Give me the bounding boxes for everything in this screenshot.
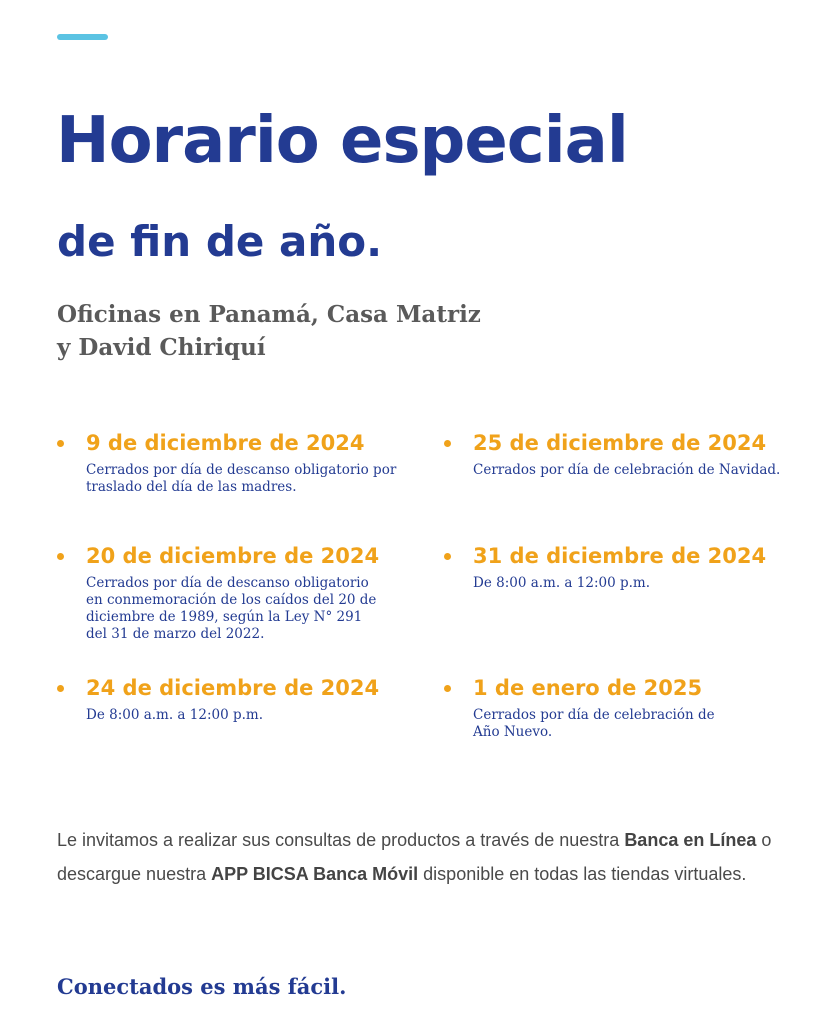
schedule-date-text: 31 de diciembre de 2024 xyxy=(473,544,767,568)
banca-en-linea-link: Banca en Línea xyxy=(624,830,757,850)
page-title: Horario especial xyxy=(56,104,628,178)
bullet-icon xyxy=(444,553,451,560)
schedule-date-text: 24 de diciembre de 2024 xyxy=(86,676,380,700)
tagline: Conectados es más fácil. xyxy=(57,974,347,999)
schedule-date xyxy=(57,428,402,458)
app-name: APP BICSA Banca Móvil xyxy=(211,864,419,884)
page-subtitle: de fin de año. xyxy=(57,217,383,266)
schedule-date-text: 25 de diciembre de 2024 xyxy=(473,431,767,455)
schedule-description: Cerrados por día de celebración de Navidad. xyxy=(473,462,781,478)
invite-text-1: Le invitamos a realizar sus consultas de productos a través de nuestra xyxy=(57,830,625,850)
schedule-item xyxy=(444,428,804,479)
schedule-date xyxy=(444,428,804,458)
offices-line-1: Oficinas en Panamá, Casa Matriz xyxy=(57,301,481,328)
bullet-icon xyxy=(444,440,451,447)
bullet-icon xyxy=(57,685,64,692)
schedule-item xyxy=(57,428,402,496)
bullet-icon xyxy=(57,553,64,560)
schedule-description: Cerrados por día de celebración de Año Nuevo. xyxy=(473,707,715,740)
accent-bar xyxy=(57,34,108,40)
schedule-description: Cerrados por día de descanso obligatorio en conmemoración de los caídos del 20 de diciembre de 1989, según la Ley N° 291 del 31 de marzo del 2022. xyxy=(86,575,377,642)
schedule-description: De 8:00 a.m. a 12:00 p.m. xyxy=(86,707,263,723)
schedule-date-text: 9 de diciembre de 2024 xyxy=(86,431,365,455)
bullet-icon xyxy=(444,685,451,692)
schedule-date-text: 20 de diciembre de 2024 xyxy=(86,544,380,568)
invite-paragraph xyxy=(57,823,777,891)
schedule-date-text: 1 de enero de 2025 xyxy=(473,676,703,700)
schedule-date xyxy=(57,541,380,571)
schedule-description: De 8:00 a.m. a 12:00 p.m. xyxy=(473,575,650,591)
schedule-item xyxy=(444,541,804,592)
schedule-date xyxy=(444,673,744,703)
schedule-item xyxy=(444,673,744,741)
invite-text-3: disponible en todas las tiendas virtuales. xyxy=(418,864,747,884)
offices-line-2: y David Chiriquí xyxy=(57,334,266,361)
schedule-date xyxy=(444,541,804,571)
schedule-description: Cerrados por día de descanso obligatorio por traslado del día de las madres. xyxy=(86,462,397,495)
bullet-icon xyxy=(57,440,64,447)
offices-heading xyxy=(57,298,657,364)
schedule-item xyxy=(57,673,402,724)
schedule-date xyxy=(57,673,402,703)
schedule-item xyxy=(57,541,380,643)
invite-text-2: o descargue nuestra xyxy=(57,830,772,884)
